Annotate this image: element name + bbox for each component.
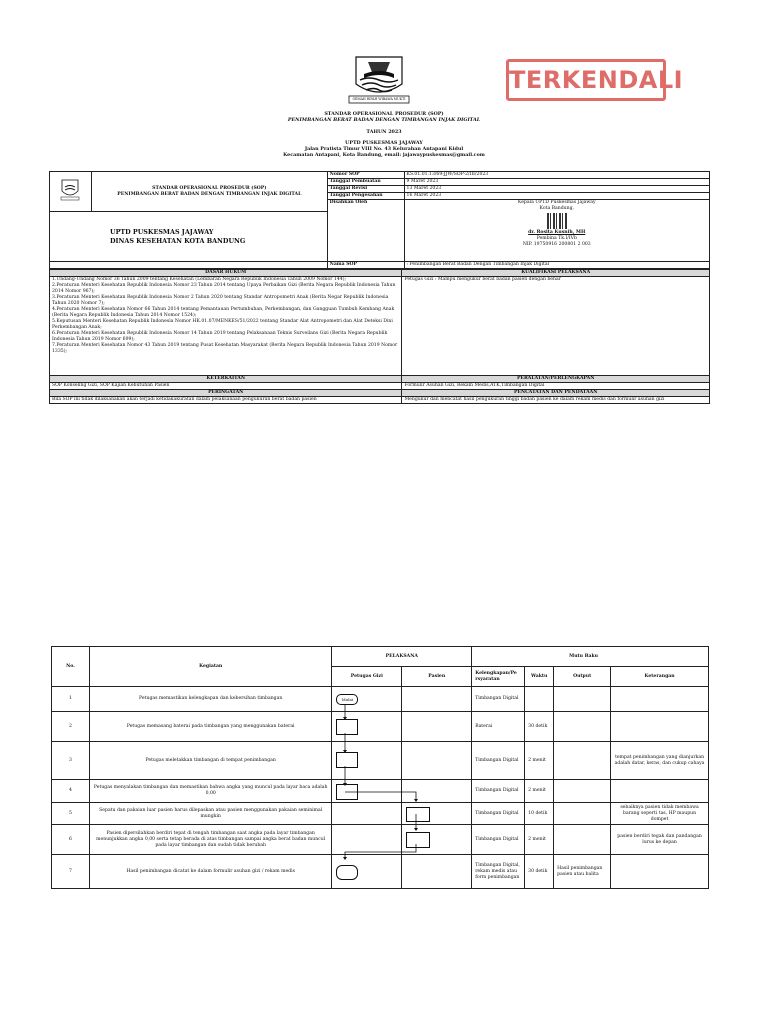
row-waktu: 2 menit — [525, 780, 554, 803]
sop-sections-table — [49, 269, 710, 404]
flow-cell-petugas — [332, 803, 402, 825]
sign-line2: Kota Bandung, — [539, 206, 574, 211]
process-box — [336, 784, 358, 800]
col-no: No. — [52, 647, 90, 687]
row-output: Hasil penimbangan pasien atau balita — [554, 855, 611, 889]
org-line2: DINAS KESEHATAN KOTA BANDUNG — [110, 236, 246, 245]
flow-cell-petugas — [332, 855, 402, 889]
table-row — [52, 780, 709, 803]
header-line1: STANDAR OPERASIONAL PROSEDUR (SOP) — [324, 111, 444, 117]
row-waktu: 2 menit — [525, 742, 554, 780]
row-keterangan — [611, 780, 709, 803]
sign-rank: Pembina Tk.I/IVb — [536, 236, 577, 241]
sop-info-table — [49, 171, 710, 269]
header-line4: UPTD PUSKESMAS JAJAWAY — [345, 139, 423, 146]
peralatan-text: Formulir Asuhan Gizi, Rekam Medis,ATK,Timbangan Digital — [402, 383, 710, 390]
disahkan-label: Disahkan Oleh — [327, 200, 404, 262]
info-value: KS.01.01.13/69-JJW/SOP-2/III/2023 — [404, 172, 709, 179]
logo-motto: GEMAH RIPAH WIBAWA MUKTI — [352, 97, 406, 101]
flow-cell-pasien — [402, 742, 472, 780]
info-value: 16 Maret 2023 — [404, 193, 709, 200]
table-row — [52, 825, 709, 855]
col-keterangan: Keterangan — [611, 667, 709, 687]
row-waktu: 30 detik — [525, 712, 554, 742]
procedure-flow-table — [51, 646, 709, 889]
peringatan-heading: PERINGATAN — [50, 390, 402, 397]
flow-cell-petugas — [332, 712, 402, 742]
row-output — [554, 780, 611, 803]
row-waktu: 2 menit — [525, 825, 554, 855]
list-item: 2.Peraturan Menteri Kesehatan Republik Indonesia Nomor 23 Tahun 2014 tentang Upaya Perbaikan Gizi (Berita Negara Republik Indonesia Tahun 2014 Nomor 967); — [52, 283, 396, 294]
start-terminal: Mulai — [336, 694, 358, 705]
flow-cell-pasien — [402, 855, 472, 889]
header-line2: PENIMBANGAN BERAT BADAN DENGAN TIMBANGAN INJAK DIGITAL — [287, 117, 481, 124]
row-output — [554, 712, 611, 742]
row-kegiatan: Petugas memasang baterai pada timbangan yang menggunakan baterai — [89, 712, 331, 742]
row-kelengkapan: Baterai — [472, 712, 525, 742]
row-output — [554, 825, 611, 855]
keterkaitan-heading: KETERKAITAN — [50, 376, 402, 383]
info-title-cell — [91, 172, 327, 212]
row-no: 2 — [52, 712, 90, 742]
row-output — [554, 742, 611, 780]
list-item: 6.Peraturan Menteri Kesehatan Republik Indonesia Nomor 14 Tahun 2019 tentang Pelaksanaan Teknis Surveilans Gizi (Berita Negara Republik Indonesia Tahun 2019 Nomor 699); — [52, 331, 388, 342]
row-keterangan — [611, 712, 709, 742]
row-no: 4 — [52, 780, 90, 803]
list-item: 7.Peraturan Menteri Kesehatan Nomor 43 Tahun 2019 tentang Pusat Kesehatan Masyarakat (Berita Negara Republik Indonesia Tahun 2019 Nomor 1335); — [52, 343, 398, 354]
flow-cell-pasien — [402, 803, 472, 825]
table-row — [52, 687, 709, 712]
row-kegiatan: Petugas memastikan kelengkapan dan kebersihan timbangan — [89, 687, 331, 712]
row-keterangan: pasien berdiri tegak dan pandangan lurus ke depan — [611, 825, 709, 855]
info-title2: PENIMBANGAN BERAT BADAN DENGAN TIMBANGAN INJAK DIGITAL — [117, 191, 302, 197]
col-pasien: Pasien — [402, 667, 472, 687]
col-kelengkapan: Kelengkapan/Pe rsyaratan — [472, 667, 525, 687]
info-key: Nomor SOP — [327, 172, 404, 179]
list-item: 5.Keputusan Menteri Kesehatan Republik Indonesia Nomor HK.01.07/MENKES/51/2022 tentang Standar Alat Antropometri dan Alat Deteksi Dini Perkembangan Anak; — [52, 319, 393, 330]
row-waktu — [525, 687, 554, 712]
row-kegiatan: Hasil penimbangan dicatat ke dalam formulir asuhan gizi / rekam medis — [89, 855, 331, 889]
col-petugas: Petugas Gizi — [332, 667, 402, 687]
info-value: 13 Maret 2023 — [404, 186, 709, 193]
row-no: 5 — [52, 803, 90, 825]
sign-name: dr. Rosita Kusnih, MH — [528, 230, 586, 235]
row-kegiatan: Petugas menyalakan timbangan dan memastikan bahwa angka yang muncul pada layar baca adalah 0,00 — [89, 780, 331, 803]
kualifikasi-heading: KUALIFIKASI PELAKSANA — [402, 270, 710, 277]
org-cell — [50, 212, 328, 262]
flow-cell-pasien — [402, 825, 472, 855]
row-keterangan — [611, 855, 709, 889]
nama-sop-value: : Penimbangan Berat Badan Dengan Timbangan Injak Digital — [404, 262, 709, 269]
row-kelengkapan: Timbangan Digital — [472, 687, 525, 712]
flow-cell-pasien — [402, 712, 472, 742]
process-box — [406, 807, 430, 822]
table-row — [52, 742, 709, 780]
stamp-text: TERKENDALI — [509, 66, 684, 94]
info-key: Tanggal Revisi — [327, 186, 404, 193]
row-no: 1 — [52, 687, 90, 712]
row-kelengkapan: Timbangan Digital — [472, 803, 525, 825]
sign-nip: NIP. 19750916 200801 2 003 — [522, 242, 591, 247]
list-item: 1.Undang-Undang Nomor 36 Tahun 2009 tentang Kesehatan (Lembaran Negara Republik Indonesia Tahun 2009 Nomor 144); — [52, 277, 347, 282]
row-waktu: 30 detik — [525, 855, 554, 889]
row-kegiatan: Pasien dipersilahkan berdiri tepat di tengah timbangan saat angka pada layar timbangan menunjukkan angka 0,00 serta tetap berada di atas timbangan sampai angka berat badan muncul pada layar timbangan dan sudah tidak berubah — [89, 825, 331, 855]
header-line5: Jalan Pratista Timur VIII No. 43 Kelurahan Antapani Kidul — [304, 145, 464, 152]
col-pelaksana: PELAKSANA — [332, 647, 472, 667]
col-waktu: Waktu — [525, 667, 554, 687]
row-kelengkapan: Timbangan Digital — [472, 825, 525, 855]
row-kegiatan: Petugas meletakkan timbangan di tempat penimbangan — [89, 742, 331, 780]
row-no: 7 — [52, 855, 90, 889]
kualifikasi-text: Petugas Gizi : Mampu mengukur berat badan pasien dengan benar — [402, 277, 710, 376]
peringatan-text: Bila SOP ini tidak dilaksanakan akan terjadi ketidakakuratan dalam pelaksanaan pengukuran berat badan pasien — [50, 397, 402, 404]
info-value: 9 Maret 2023 — [404, 179, 709, 186]
pencatatan-text: Mengukur dan mencatat hasil pengukuran tinggi badan pasien ke dalam rekam medis dan formulir asuhan gizi — [402, 397, 710, 404]
col-mutu-baku: Mutu Baku — [472, 647, 709, 667]
row-output — [554, 803, 611, 825]
list-item: 3.Peraturan Menteri Kesehatan Republik Indonesia Nomor 2 Tahun 2020 tentang Standar Antropometri Anak (Berita Negar Republik Indonesia Tahun 2020 Nomor 7); — [52, 295, 389, 306]
row-keterangan: sebaiknya pasien tidak membawa barang seperti tas, HP maupun dompet — [611, 803, 709, 825]
small-logo-icon — [59, 178, 81, 202]
dasar-hukum-list — [50, 277, 402, 376]
sign-line1: Kepala UPTD Puskesmas Jajaway — [517, 200, 596, 205]
col-kegiatan: Kegiatan — [89, 647, 331, 687]
peralatan-heading: PERALATAN/PERLENGKAPAN — [402, 376, 710, 383]
flow-cell-pasien — [402, 780, 472, 803]
process-box — [406, 832, 430, 848]
city-logo — [344, 54, 414, 106]
row-kelengkapan: Timbangan Digital, rekam medis atau form penimbangan — [472, 855, 525, 889]
header-line6: Kecamatan Antapani, Kota Bandung, email: jajawaypuskesmas@gmail.com — [283, 152, 485, 159]
process-box — [336, 752, 358, 768]
qr-code-icon — [547, 213, 567, 229]
nama-sop-label: Nama SOP — [327, 262, 404, 269]
row-waktu: 10 detik — [525, 803, 554, 825]
keterkaitan-text: SOP Konseling Gizi, SOP Kajian Kebutuhan Pasien — [50, 383, 402, 390]
flow-cell-petugas — [332, 825, 402, 855]
col-output: Output — [554, 667, 611, 687]
row-kelengkapan: Timbangan Digital — [472, 742, 525, 780]
info-key: Tanggal Pembuatan — [327, 179, 404, 186]
info-key: Tanggal Pengesahan — [327, 193, 404, 200]
row-no: 3 — [52, 742, 90, 780]
end-terminal — [336, 865, 358, 880]
row-keterangan: tempat penimbangan yang dianjurkan adalah datar, keras, dan cukup cahaya — [611, 742, 709, 780]
terkendali-stamp — [506, 59, 684, 101]
pencatatan-heading: PENCATATAN DAN PENDATAAN — [402, 390, 710, 397]
flow-cell-petugas — [332, 742, 402, 780]
row-no: 6 — [52, 825, 90, 855]
info-title1: STANDAR OPERASIONAL PROSEDUR (SOP) — [152, 185, 267, 191]
table-row — [52, 855, 709, 889]
flow-cell-petugas — [332, 687, 402, 712]
signature-cell — [404, 200, 709, 262]
flow-cell-petugas — [332, 780, 402, 803]
row-keterangan — [611, 687, 709, 712]
table-row — [52, 803, 709, 825]
row-output — [554, 687, 611, 712]
flow-cell-pasien — [402, 687, 472, 712]
process-box — [336, 719, 358, 735]
document-header — [150, 111, 618, 158]
info-logo-cell — [50, 172, 92, 212]
list-item: 4.Peraturan Menteri Kesehatan Nomor 66 Tahun 2014 tentang Pemantauan Pertumbuhan, Perkembangan, dan Gangguan Tumbuh Kembang Anak (Berita Negara Republik Indonesia Tahun 2014 Nomor 1524); — [52, 307, 395, 318]
org-line1: UPTD PUSKESMAS JAJAWAY — [110, 228, 214, 236]
row-kelengkapan: Timbangan Digital — [472, 780, 525, 803]
dasar-hukum-heading: DASAR HUKUM — [50, 270, 402, 277]
table-row — [52, 712, 709, 742]
row-kegiatan: Sepatu dan pakaian luar pasien harus dilepaskan atau pasien menggunakan pakaian seminimal mungkin — [89, 803, 331, 825]
header-line3: TAHUN 2023 — [366, 129, 402, 136]
